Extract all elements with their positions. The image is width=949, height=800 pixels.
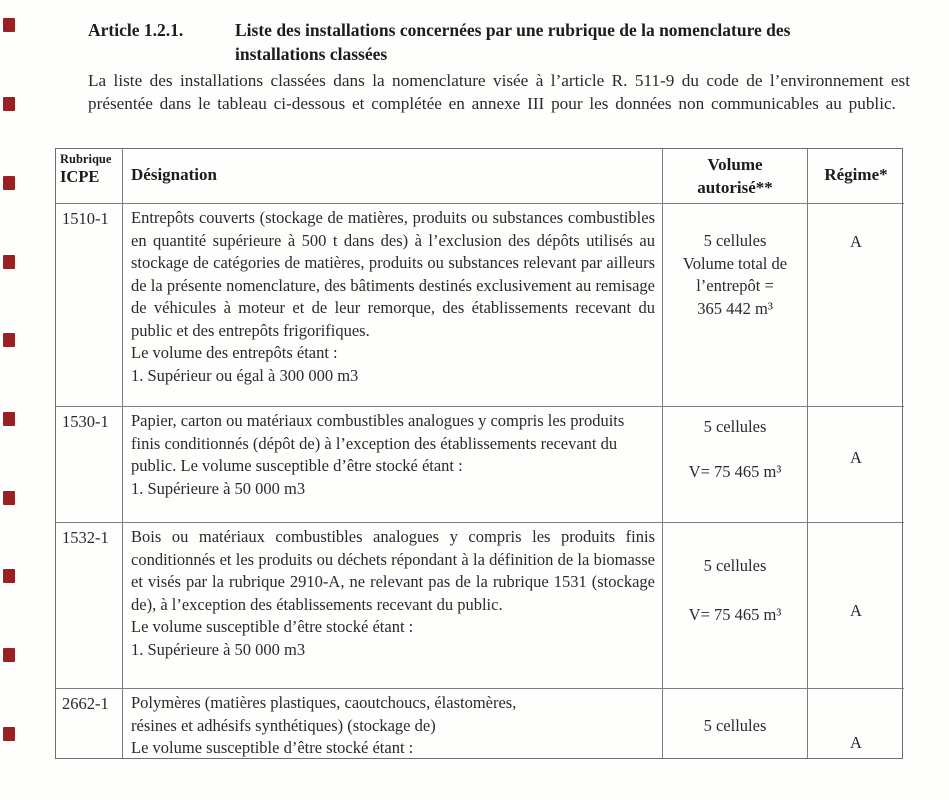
designation-1532-1-line-a: Le volume susceptible d’être stocké étant : <box>131 617 414 636</box>
red-edge-mark <box>3 97 15 111</box>
red-edge-mark <box>3 569 15 583</box>
designation-1530-1-line-a: 1. Supérieure à 50 000 m3 <box>131 478 306 498</box>
volume-1510-1-line2: Volume total de <box>682 253 788 273</box>
installations-table <box>55 148 903 759</box>
article-number: Article 1.2.1. <box>88 20 184 40</box>
designation-1532-1 <box>123 523 663 689</box>
designation-2662-1-line2: résines et adhésifs synthétiques) (stockage de) <box>131 715 436 735</box>
header-volume-line1: Volume <box>707 155 763 174</box>
volume-1530-1-line2: V= 75 465 m³ <box>688 461 782 481</box>
red-edge-mark <box>3 176 15 190</box>
regime-1532-1: A <box>808 523 904 689</box>
header-volume-autorise <box>663 149 808 204</box>
red-edge-mark <box>3 255 15 269</box>
designation-1532-1-paragraph: Bois ou matériaux combustibles analogues y compris les produits finis conditionnés et les produits ou déchets répondant à la définition de la biomasse et visés par la rubrique 2910-A, ne relevant pas de la rubrique 1531 (stockage de), à l’exception des établissements recevant du public. <box>131 527 655 614</box>
header-volume-line2: autorisé** <box>697 178 773 197</box>
designation-2662-1-line3: Le volume susceptible d’être stocké étant : <box>131 738 414 757</box>
intro-paragraph: La liste des installations classées dans la nomenclature visée à l’article R. 511-9 du code de l’environnement est présentée dans le tableau ci-dessous et complétée en annexe III pour les données non communicables au public. <box>88 71 910 113</box>
regime-1530-1: A <box>808 407 904 523</box>
designation-1530-1 <box>123 407 663 523</box>
designation-2662-1-line1: Polymères (matières plastiques, caoutchoucs, élastomères, <box>131 693 517 712</box>
article-title-line1: Liste des installations concernées par une rubrique de la nomenclature des <box>235 20 791 40</box>
designation-1510-1-line-b: 1. Supérieur ou égal à 300 000 m3 <box>131 365 359 385</box>
regime-1510-1: A <box>808 204 904 407</box>
volume-1510-1-line3: l’entrepôt = <box>696 276 774 295</box>
designation-1510-1-paragraph: Entrepôts couverts (stockage de matières, produits ou substances combustibles en quantité supérieure à 500 t dans des) à l’exclusion des dépôts utilisés au stockage de catégories de matières, produits ou substances relevant par ailleurs de la présente nomenclature, des bâtiments destinés exclusivement au remisage de véhicules à moteur et de leur remorque, des établissements recevant du public et des entrepôts frigorifiques. <box>131 208 655 340</box>
red-edge-mark <box>3 648 15 662</box>
header-rubrique-label: Rubrique <box>60 152 112 166</box>
volume-1510-1-line4: 365 442 m³ <box>697 298 773 318</box>
volume-1530-1 <box>663 407 808 523</box>
volume-1510-1-line1: 5 cellules <box>703 231 767 250</box>
rubrique-2662-1: 2662-1 <box>56 689 123 758</box>
header-rubrique-icpe <box>56 149 123 204</box>
designation-2662-1 <box>123 689 663 758</box>
regime-2662-1: A <box>850 733 862 752</box>
volume-1532-1-line1: 5 cellules <box>703 556 767 575</box>
rubrique-1510-1: 1510-1 <box>56 204 123 407</box>
designation-1510-1 <box>123 204 663 407</box>
rubrique-1530-1: 1530-1 <box>56 407 123 523</box>
designation-1532-1-line-b: 1. Supérieure à 50 000 m3 <box>131 639 306 659</box>
volume-1532-1 <box>663 523 808 689</box>
volume-2662-1 <box>663 689 808 758</box>
red-edge-mark <box>3 412 15 426</box>
article-heading <box>88 18 912 66</box>
red-edge-mark <box>3 491 15 505</box>
header-regime: Régime* <box>808 149 904 204</box>
rubrique-1532-1: 1532-1 <box>56 523 123 689</box>
volume-1532-1-line2: V= 75 465 m³ <box>688 604 782 624</box>
article-title-line2: installations classées <box>235 44 388 64</box>
red-edge-mark <box>3 333 15 347</box>
article-title <box>235 18 912 66</box>
volume-1530-1-line1: 5 cellules <box>703 417 767 436</box>
red-edge-mark <box>3 727 15 741</box>
header-designation: Désignation <box>123 149 663 204</box>
red-edge-mark <box>3 18 15 32</box>
designation-1530-1-paragraph: Papier, carton ou matériaux combustibles analogues y compris les produits finis conditionnés (dépôt de) à l’exception des établissements recevant du public. Le volume susceptible d’être stocké étant : <box>131 411 625 475</box>
volume-1510-1 <box>663 204 808 407</box>
volume-2662-1-line1: 5 cellules <box>703 716 767 735</box>
designation-1510-1-line-a: Le volume des entrepôts étant : <box>131 343 338 362</box>
header-icpe-label: ICPE <box>60 167 100 186</box>
